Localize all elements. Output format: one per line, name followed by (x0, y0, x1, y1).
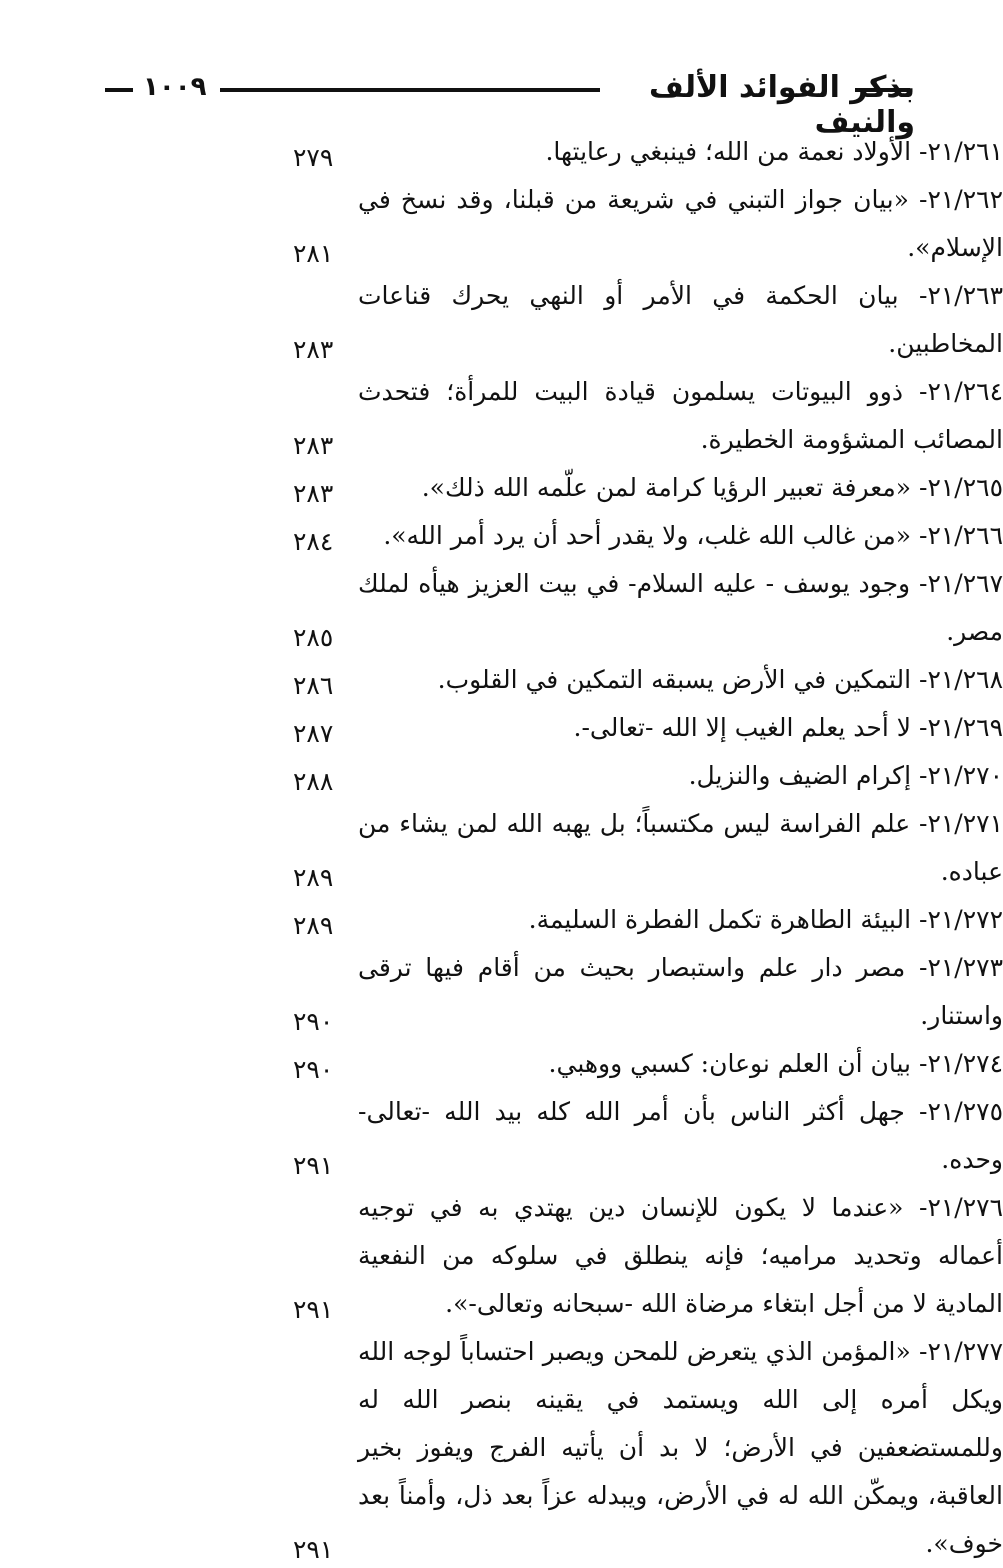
entry-number: ٢١/٢٧٥- (918, 1097, 1003, 1126)
entry-text (288, 944, 1003, 1040)
entry-text (288, 1328, 1003, 1568)
entry-page: ٢٩١ (293, 1151, 334, 1180)
entry-content: «عندما لا يكون للإنسان دين يهتدي به في توجيه أعماله وتحديد مراميه؛ فإنه ينطلق في سلوكه من النفعية المادية لا من أجل ابتغاء مرضاة الله -سبحانه وتعالى-». (358, 1193, 1003, 1318)
index-entry (288, 1040, 1003, 1088)
entry-page: ٢٩١ (293, 1535, 334, 1564)
entry-content: لا أحد يعلم الغيب إلا الله -تعالى-. (573, 713, 912, 742)
index-entry (288, 512, 1003, 560)
index-entry (288, 896, 1003, 944)
entry-number: ٢١/٢٦٨- (918, 665, 1003, 694)
entry-text (288, 128, 1003, 176)
index-entry (288, 176, 1003, 272)
page-number: ١٠٠٩ (143, 72, 207, 102)
entry-text (288, 1040, 1003, 1088)
index-entry (288, 800, 1003, 896)
entry-text (288, 752, 1003, 800)
index-entry (288, 1328, 1003, 1568)
entry-content: «المؤمن الذي يتعرض للمحن ويصبر احتساباً لوجه الله ويكل أمره إلى الله ويستمد في يقينه بنصر الله له وللمستضعفين في الأرض؛ لا بد أن يأتيه الفرج ويفوز بخير العاقبة، ويمكّن الله له في الأرض، ويبدله عزاً بعد ذل، وأمناً بعد خوف». (358, 1337, 1003, 1558)
index-entry (288, 752, 1003, 800)
header-rule-middle (220, 88, 600, 92)
entry-text (288, 1088, 1003, 1184)
entry-text (288, 896, 1003, 944)
header-title: بذكر الفوائد الألف والنيف (648, 70, 915, 140)
entry-number: ٢١/٢٦٣- (918, 281, 1003, 310)
entry-content: البيئة الطاهرة تكمل الفطرة السليمة. (528, 905, 912, 934)
entry-number: ٢١/٢٧٧- (918, 1337, 1003, 1366)
entry-text (288, 800, 1003, 896)
entry-page: ٢٨٣ (293, 431, 334, 460)
entry-number: ٢١/٢٦٧- (918, 569, 1003, 598)
entry-page: ٢٨٤ (293, 527, 334, 556)
entry-content: «معرفة تعبير الرؤيا كرامة لمن علّمه الله ذلك». (421, 473, 912, 502)
entry-number: ٢١/٢٧٢- (918, 905, 1003, 934)
entry-number: ٢١/٢٦٩- (918, 713, 1003, 742)
entry-page: ٢٨٩ (293, 911, 334, 940)
index-entry (288, 368, 1003, 464)
entry-text (288, 1184, 1003, 1328)
entry-content: إكرام الضيف والنزيل. (688, 761, 912, 790)
entry-page: ٢٨٧ (293, 719, 334, 748)
entry-number: ٢١/٢٧٠- (918, 761, 1003, 790)
running-header (95, 60, 915, 140)
entry-number: ٢١/٢٦٥- (918, 473, 1003, 502)
index-entry (288, 272, 1003, 368)
entry-page: ٢٨٣ (293, 335, 334, 364)
index-entry (288, 1088, 1003, 1184)
entry-page: ٢٩٠ (293, 1007, 334, 1036)
entry-text (288, 512, 1003, 560)
entry-text (288, 464, 1003, 512)
entry-number: ٢١/٢٧٦- (918, 1193, 1003, 1222)
entry-number: ٢١/٢٦١- (918, 137, 1003, 166)
entry-number: ٢١/٢٧٤- (918, 1049, 1003, 1078)
entry-page: ٢٧٩ (293, 143, 334, 172)
header-rule-left (105, 88, 133, 92)
entry-page: ٢٨٥ (293, 623, 334, 652)
entry-page: ٢٨١ (293, 239, 334, 268)
index-entry (288, 128, 1003, 176)
entry-number: ٢١/٢٦٦- (918, 521, 1003, 550)
entry-content: التمكين في الأرض يسبقه التمكين في القلوب. (437, 665, 912, 694)
entry-number: ٢١/٢٦٤- (918, 377, 1003, 406)
index-entries (0, 128, 1003, 1568)
entry-page: ٢٨٨ (293, 767, 334, 796)
index-entry (288, 704, 1003, 752)
entry-number: ٢١/٢٧٣- (919, 953, 1003, 982)
entry-content: الأولاد نعمة من الله؛ فينبغي رعايتها. (545, 137, 912, 166)
index-entry (288, 560, 1003, 656)
entry-content: بيان الحكمة في الأمر أو النهي يحرك قناعات المخاطبين. (358, 281, 1003, 358)
entry-content: «من غالب الله غلب، ولا يقدر أحد أن يرد أمر الله». (383, 521, 912, 550)
entry-content: ذوو البيوتات يسلمون قيادة البيت للمرأة؛ فتحدث المصائب المشؤومة الخطيرة. (358, 377, 1003, 454)
index-entry (288, 944, 1003, 1040)
entry-page: ٢٩٠ (293, 1055, 334, 1084)
entry-content: وجود يوسف - عليه السلام- في بيت العزيز هيأه لملك مصر. (358, 569, 1003, 646)
entry-content: بيان أن العلم نوعان: كسبي ووهبي. (548, 1049, 912, 1078)
entry-text (288, 656, 1003, 704)
index-entry (288, 1184, 1003, 1328)
entry-text (288, 560, 1003, 656)
entry-page: ٢٨٣ (293, 479, 334, 508)
entry-page: ٢٨٩ (293, 863, 334, 892)
entry-text (288, 704, 1003, 752)
entry-page: ٢٩١ (293, 1295, 334, 1324)
entry-content: علم الفراسة ليس مكتسباً؛ بل يهبه الله لمن يشاء من عباده. (358, 809, 1003, 886)
entry-text (288, 272, 1003, 368)
entry-page: ٢٨٦ (293, 671, 334, 700)
index-entry (288, 464, 1003, 512)
entry-number: ٢١/٢٦٢- (918, 185, 1003, 214)
entry-number: ٢١/٢٧١- (918, 809, 1003, 838)
index-entry (288, 656, 1003, 704)
entry-content: جهل أكثر الناس بأن أمر الله كله بيد الله -تعالى- وحده. (358, 1097, 1003, 1174)
entry-content: مصر دار علم واستبصار بحيث من أقام فيها ترقى واستنار. (358, 953, 1003, 1030)
entry-content: «بيان جواز التبني في شريعة من قبلنا، وقد نسخ في الإسلام». (358, 185, 1003, 262)
entry-text (288, 176, 1003, 272)
entry-text (288, 368, 1003, 464)
